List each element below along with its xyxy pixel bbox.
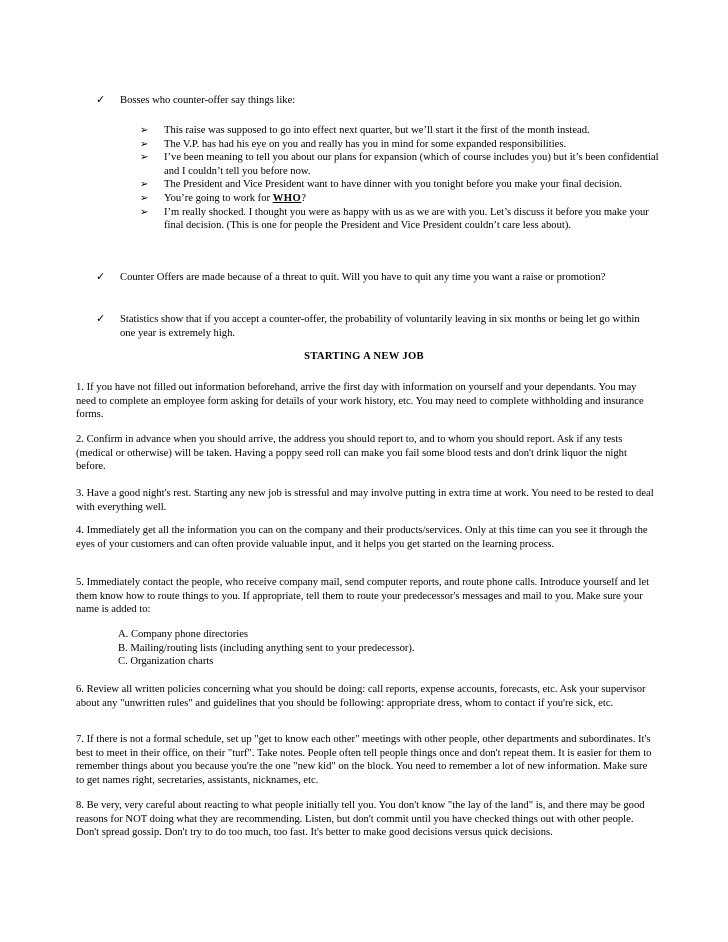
paragraph-3: 3. Have a good night's rest. Starting any new job is stressful and may involve putting in extra time at work. You need to be rested to deal with everything well.: [76, 488, 654, 513]
counter-offer-quotes: [140, 124, 660, 233]
quote-text: You’re going to work for: [164, 192, 273, 204]
distribution-list: [118, 628, 415, 669]
arrow-bullet-icon: ➢: [140, 192, 149, 204]
arrow-bullet-icon: ➢: [140, 206, 149, 218]
arrow-bullet-icon: ➢: [140, 179, 149, 191]
paragraph-2: 2. Confirm in advance when you should arrive, the address you should report to, and to whom you should report. Ask if any tests (medical or otherwise) will be taken. Having a poppy seed roll can make you fail some blood tests and don't drink liquor the night before.: [76, 434, 627, 473]
check-text: Bosses who counter-offer say things like:: [120, 95, 296, 106]
section-heading: STARTING A NEW JOB: [304, 351, 424, 362]
paragraph-7: 7. If there is not a formal schedule, set up "get to know each other" meetings with other people, other departments and subordinates. It's best to meet in their office, on their "turf". Take notes. People often tell people things once and don't repeat them. It is easier for them to remember things about you because you're the one "new kid" on the block. You need to remember a lot of new information. Make sure to get names right, secretaries, assistants, nicknames, etc.: [76, 734, 652, 786]
quote-text: I’m really shocked. I thought you were as happy with us as we are with you. Let’s discuss it before you make your final decision. (This is one for people the President and Vice President couldn’t care less about).: [164, 206, 649, 232]
paragraph-1: 1. If you have not filled out information beforehand, arrive the first day with information on yourself and your dependants. You may need to complete an employee form asking for details of your work history, etc. You may need to complete withholding and insurance forms.: [76, 382, 644, 421]
list-item: A. Company phone directories: [118, 629, 249, 640]
quote-text: The President and Vice President want to have dinner with you tonight before you make your final decision.: [164, 179, 623, 191]
who-emphasis: WHO: [272, 192, 302, 204]
list-item: B. Mailing/routing lists (including anything sent to your predecessor).: [118, 642, 415, 654]
arrow-bullet-icon: ➢: [140, 125, 149, 136]
checkmark-icon: ✓: [96, 313, 106, 325]
arrow-bullet-icon: ➢: [140, 138, 149, 150]
quote-text-end: ?: [301, 192, 306, 204]
quote-text: This raise was supposed to go into effect next quarter, but we’ll start it the first of the month instead.: [164, 125, 590, 136]
quote-item: [140, 138, 660, 152]
quote-text: I’ve been meaning to tell you about our plans for expansion (which of course includes you) but it’s been confidential and I couldn’t tell you before now.: [164, 152, 659, 177]
quote-item: [140, 178, 660, 192]
checkmark-icon: ✓: [96, 94, 106, 106]
quote-item: [140, 206, 660, 233]
quote-text: The V.P. has had his eye on you and really has you in mind for some expanded responsibilities.: [164, 138, 567, 150]
paragraph-6: 6. Review all written policies concerning what you should be doing: call reports, expense accounts, forecasts, etc. Ask your supervisor about any "unwritten rules" and guidelines that you should be following: appropriate dress, whom to contact if you're sick, etc.: [76, 684, 646, 709]
quote-item-who: [140, 192, 660, 206]
paragraph-4: 4. Immediately get all the information you can on the company and their products/services. Only at this time can you see it through the eyes of your customers and can often provide valuable input, and it helps you get started on the learning process.: [76, 525, 648, 550]
check-text: Counter Offers are made because of a threat to quit. Will you have to quit any time you want a raise or promotion?: [120, 272, 606, 283]
list-item: C. Organization charts: [118, 656, 214, 668]
check-text: Statistics show that if you accept a counter-offer, the probability of voluntarily leaving in six months or being let go within one year is extremely high.: [120, 314, 640, 339]
arrow-bullet-icon: ➢: [140, 152, 149, 164]
paragraph-8: 8. Be very, very careful about reacting to what people initially tell you. You don't know "the lay of the land" is, and there may be good reasons for NOT doing what they are recommending. Listen, but don't commit until you have checked things out with other people. Don't spread gossip. Don't try to do too much, too fast. It's better to make good decisions versus quick decisions.: [76, 800, 645, 839]
quote-item: [140, 124, 660, 138]
quote-item: [140, 151, 660, 178]
checkmark-icon: ✓: [96, 271, 106, 283]
paragraph-5: 5. Immediately contact the people, who receive company mail, send computer reports, and route phone calls. Introduce yourself and let them know how to route things to you. If appropriate, tell them to route your predecessor's messages and mail to you. Make sure your name is added to:: [76, 577, 650, 616]
